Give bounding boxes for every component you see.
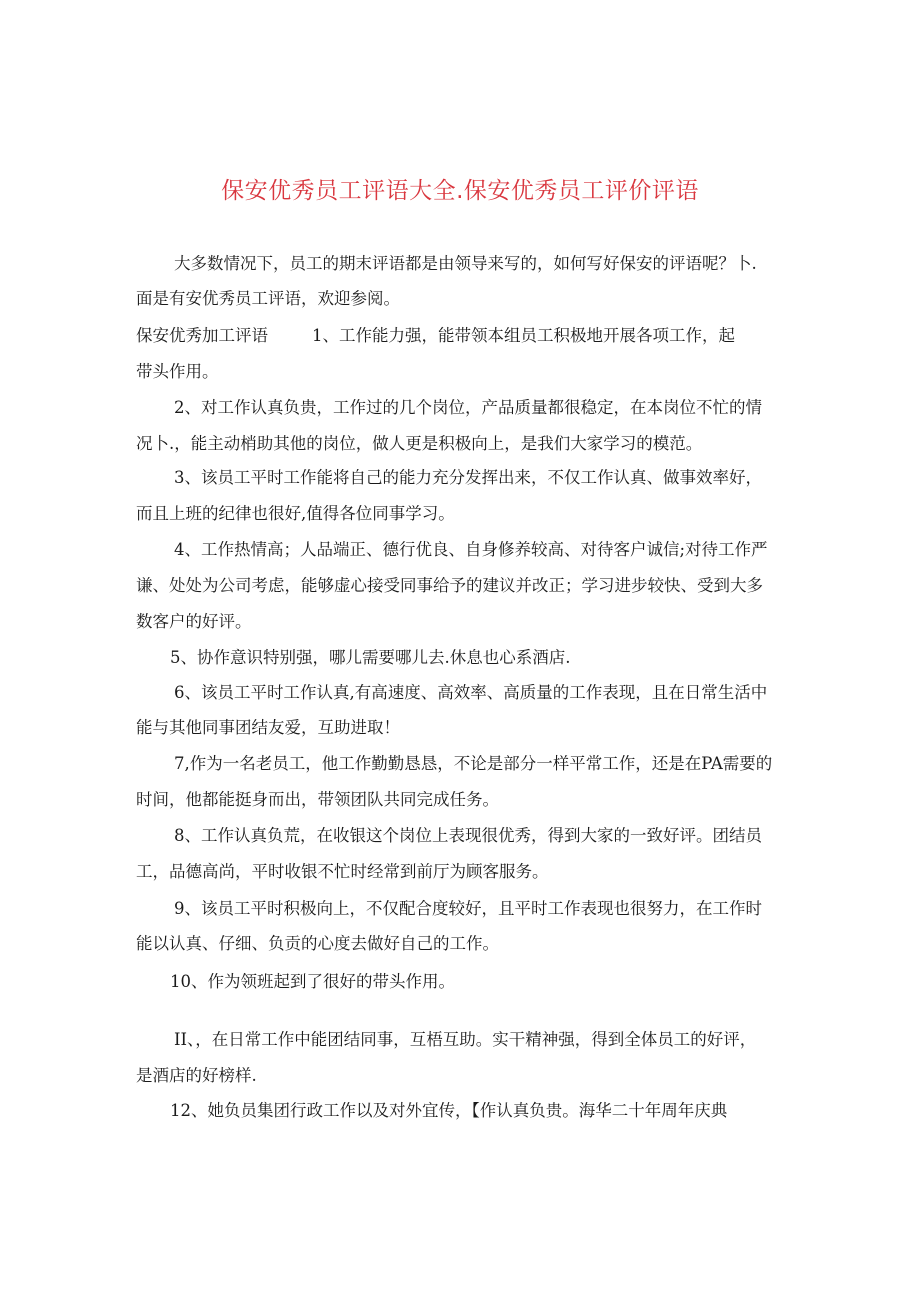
paragraph-line: 大多数情况下，员工的期末评语都是由领导来写的，如何写好保安的评语呢？卜.	[174, 254, 757, 273]
document-title: 保安优秀员工评语大全.保安优秀员工评价评语	[221, 178, 699, 204]
paragraph-line: 4、工作热情高；人品端正、德行优良、自身修养较高、对待客户诚信;对待工作严	[174, 540, 768, 559]
paragraph-line: 而且上班的纪律也很好,值得各位同事学习。	[136, 504, 455, 523]
paragraph-line: 能以认真、仔细、负贡的心度去做好自己的工作。	[136, 934, 499, 953]
paragraph-line: 8、工作认真负荒，在收银这个岗位上表现很优秀，得到大家的一致好评。团结员	[174, 826, 762, 845]
paragraph-line: 2、对工作认真负贵，工作过的几个岗位，产品质量都很稳定，在本岗位不忙的情	[174, 398, 762, 417]
paragraph-line: 时间，他都能挺身而出，带领团队共同完成任务。	[136, 790, 499, 809]
paragraph-line: 数客户的好评。	[136, 612, 252, 631]
paragraph-line: 6、该员工平时工作认真,有高速度、高效率、高质量的工作表现，且在日常生活中	[174, 683, 768, 702]
paragraph-line: 10、作为领班起到了很好的带头作用。	[170, 972, 455, 991]
paragraph-line: 是酒店的好榜样.	[136, 1066, 257, 1085]
paragraph-line: 5、协作意识特别强，哪儿需要哪儿去.休息也心系酒店.	[170, 648, 571, 667]
section-heading: 保安优秀加工评语	[136, 326, 268, 345]
paragraph-line: 3、该员工平时工作能将自己的能力充分发挥出来，不仅工作认真、做事效率好，	[174, 468, 762, 487]
paragraph-line: 12、她负员集团行政工作以及对外宜传，【作认真负贵。海华二十年周年庆典	[170, 1101, 728, 1120]
paragraph-line: 面是有安优秀员工评语，欢迎参阅。	[136, 289, 400, 308]
paragraph-line: 7,作为一名老员工，他工作勤勤恳恳，不论是部分一样平常工作，还是在PA需要的	[174, 754, 773, 773]
paragraph-line: II、，在日常工作中能团结同事，互梧互助。实干精神强，得到全体员工的好评，	[174, 1030, 757, 1049]
paragraph-line: 能与其他同事团结友爱，互助进取！	[136, 718, 400, 737]
paragraph-line: 况卜.，能主动梢助其他的岗位，做人更是积极向上，是我们大家学习的模范。	[136, 434, 703, 453]
paragraph-line: 1、工作能力强，能带领本组员工积极地开展各项工作，起	[312, 326, 735, 345]
paragraph-line: 工，品德高尚，平时收银不忙时经常到前厅为顾客服务。	[136, 862, 549, 881]
paragraph-line: 谦、处处为公司考虑，能够虚心接受同事给予的建议并改正；学习进步较快、受到大多	[136, 576, 763, 595]
paragraph-line: 9、该员工平时积极向上，不仅配合度较好，且平时工作表现也很努力，在工作时	[174, 899, 762, 918]
paragraph-line: 带头作用。	[136, 362, 219, 381]
